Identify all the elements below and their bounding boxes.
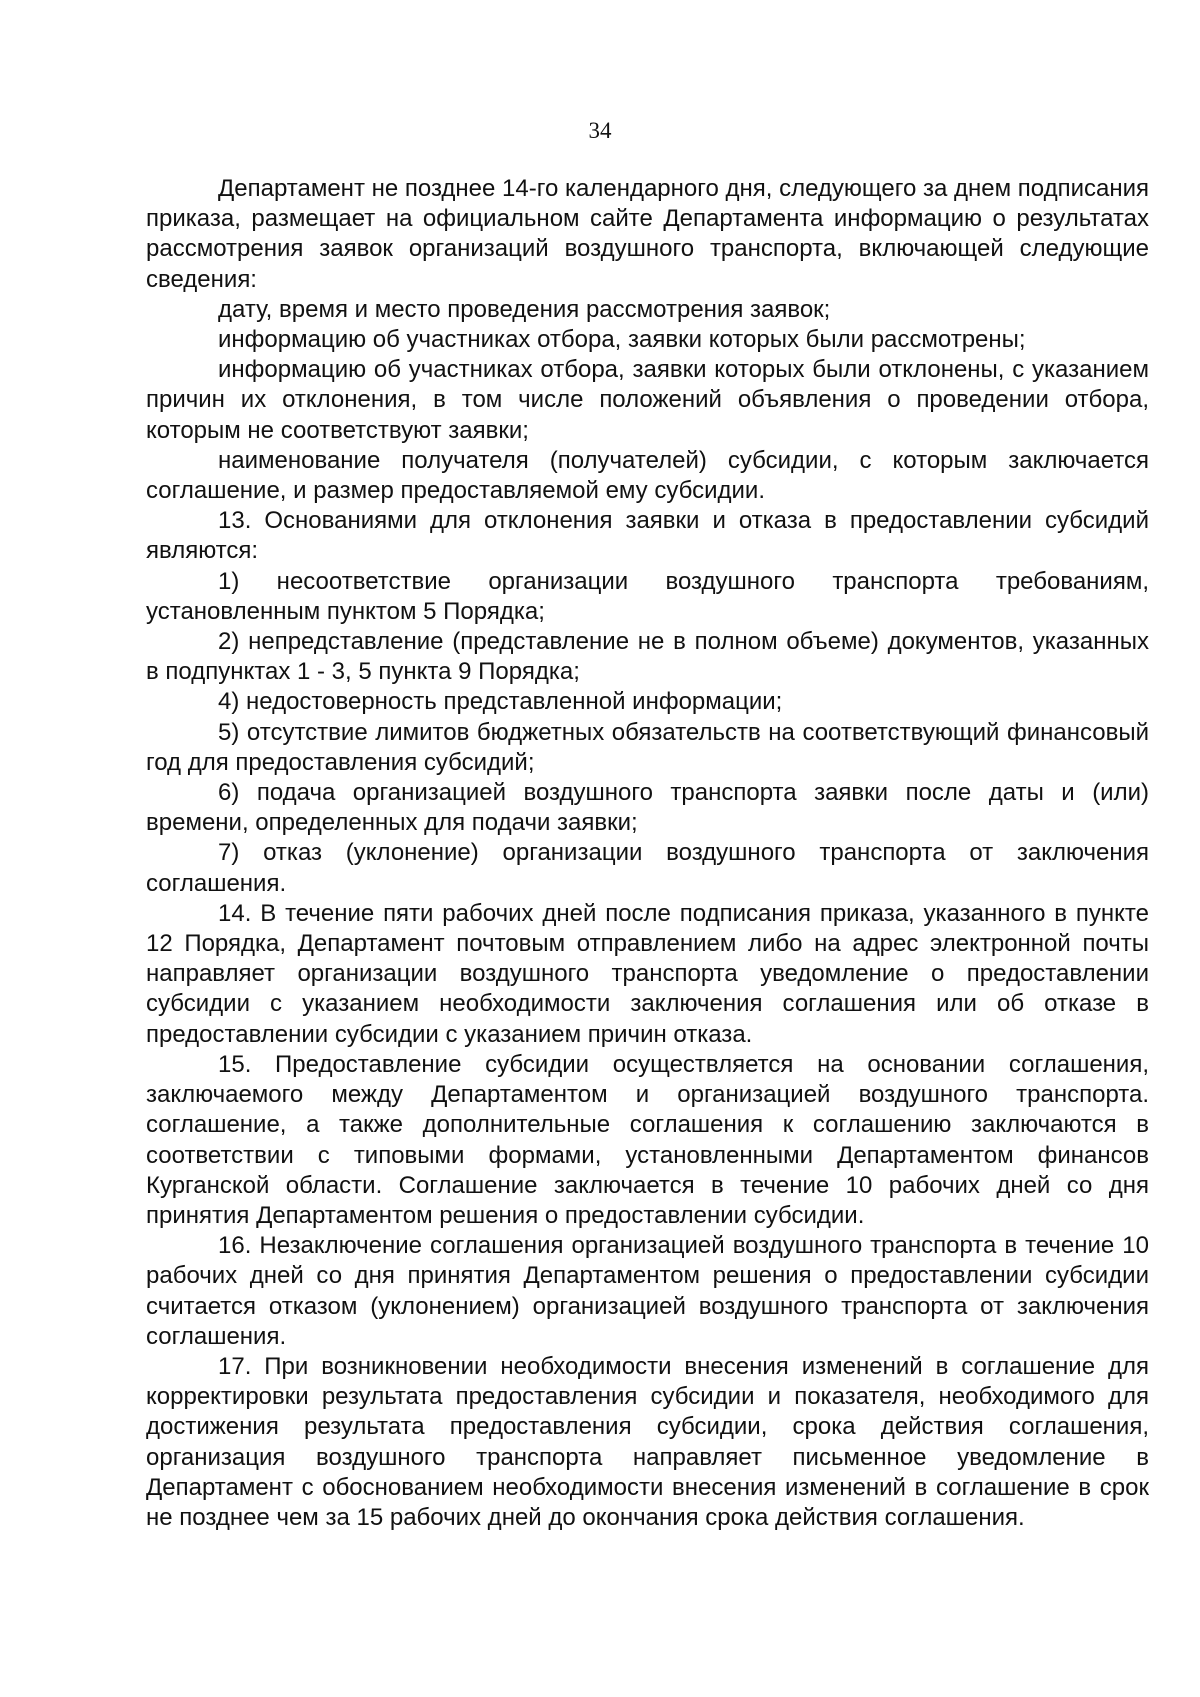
paragraph-reason-7: 7) отказ (уклонение) организации воздушного транспорта от заключения соглашения. xyxy=(146,839,1149,897)
paragraph-publication-info: Департамент не позднее 14-го календарного дня, следующего за днем подписания приказа, размещает на официальном сайте Департамента информацию о результатах рассмотрения заявок организаций воздушного транспорта, включающей следующие сведения: xyxy=(146,175,1149,293)
paragraph-review-date: дату, время и место проведения рассмотрения заявок; xyxy=(218,295,831,323)
paragraph-reason-5: 5) отсутствие лимитов бюджетных обязательств на соответствующий финансовый год для предоставления субсидий; xyxy=(146,718,1149,776)
paragraph-reason-6: 6) подача организацией воздушного транспорта заявки после даты и (или) времени, определенных для подачи заявки; xyxy=(146,779,1149,837)
paragraph-item-16: 16. Незаключение соглашения организацией воздушного транспорта в течение 10 рабочих дней со дня принятия Департаментом решения о предоставлении субсидии считается отказом (уклонением) организацией воздушного транспорта от заключения соглашения. xyxy=(146,1232,1149,1350)
paragraph-recipient-name: наименование получателя (получателей) субсидии, с которым заключается соглашение, и размер предоставляемой ему субсидии. xyxy=(146,446,1149,505)
paragraph-item-14: 14. В течение пяти рабочих дней после подписания приказа, указанного в пункте 12 Порядка, Департамент почтовым отправлением либо на адрес электронной почты направляет организации воздушного транспорта уведомление о предоставлении субсидии с указанием необходимости заключения соглашения или об отказе в предоставлении субсидии с указанием причин отказа. xyxy=(146,899,1149,1048)
document-body xyxy=(146,174,1149,1533)
paragraph-item-15: 15. Предоставление субсидии осуществляется на основании соглашения, заключаемого между Департаментом и организацией воздушного транспорта. соглашение, а также дополнительные соглашения к соглашению заключаются в соответствии с типовыми формами, установленными Департаментом финансов Курганской области. Соглашение заключается в течение 10 рабочих дней со дня принятия Департаментом решения о предоставлении субсидии. xyxy=(146,1050,1149,1229)
page-number: 34 xyxy=(588,118,612,143)
paragraph-reason-2: 2) непредставление (представление не в полном объеме) документов, указанных в подпунктах 1 - 3, 5 пункта 9 Порядка; xyxy=(146,628,1149,686)
paragraph-reason-1: 1) несоответствие организации воздушного транспорта требованиям, установленным пунктом 5 Порядка; xyxy=(146,567,1149,625)
paragraph-reason-4: 4) недостоверность представленной информации; xyxy=(218,688,783,716)
paragraph-rejected-participants: информацию об участниках отбора, заявки которых были отклонены, с указанием причин их отклонения, в том числе положений объявления о проведении отбора, которым не соответствуют заявки; xyxy=(146,356,1149,444)
paragraph-item-17: 17. При возникновении необходимости внесения изменений в соглашение для корректировки результата предоставления субсидии и показателя, необходимого для достижения результата предоставления субсидии, срока действия соглашения, организация воздушного транспорта направляет письменное уведомление в Департамент с обоснованием необходимости внесения изменений в соглашение в срок не позднее чем за 15 рабочих дней до окончания срока действия соглашения. xyxy=(146,1352,1149,1531)
paragraph-reviewed-participants: информацию об участниках отбора, заявки которых были рассмотрены; xyxy=(218,326,1026,354)
paragraph-item-13: 13. Основаниями для отклонения заявки и отказа в предоставлении субсидий являются: xyxy=(146,507,1149,565)
